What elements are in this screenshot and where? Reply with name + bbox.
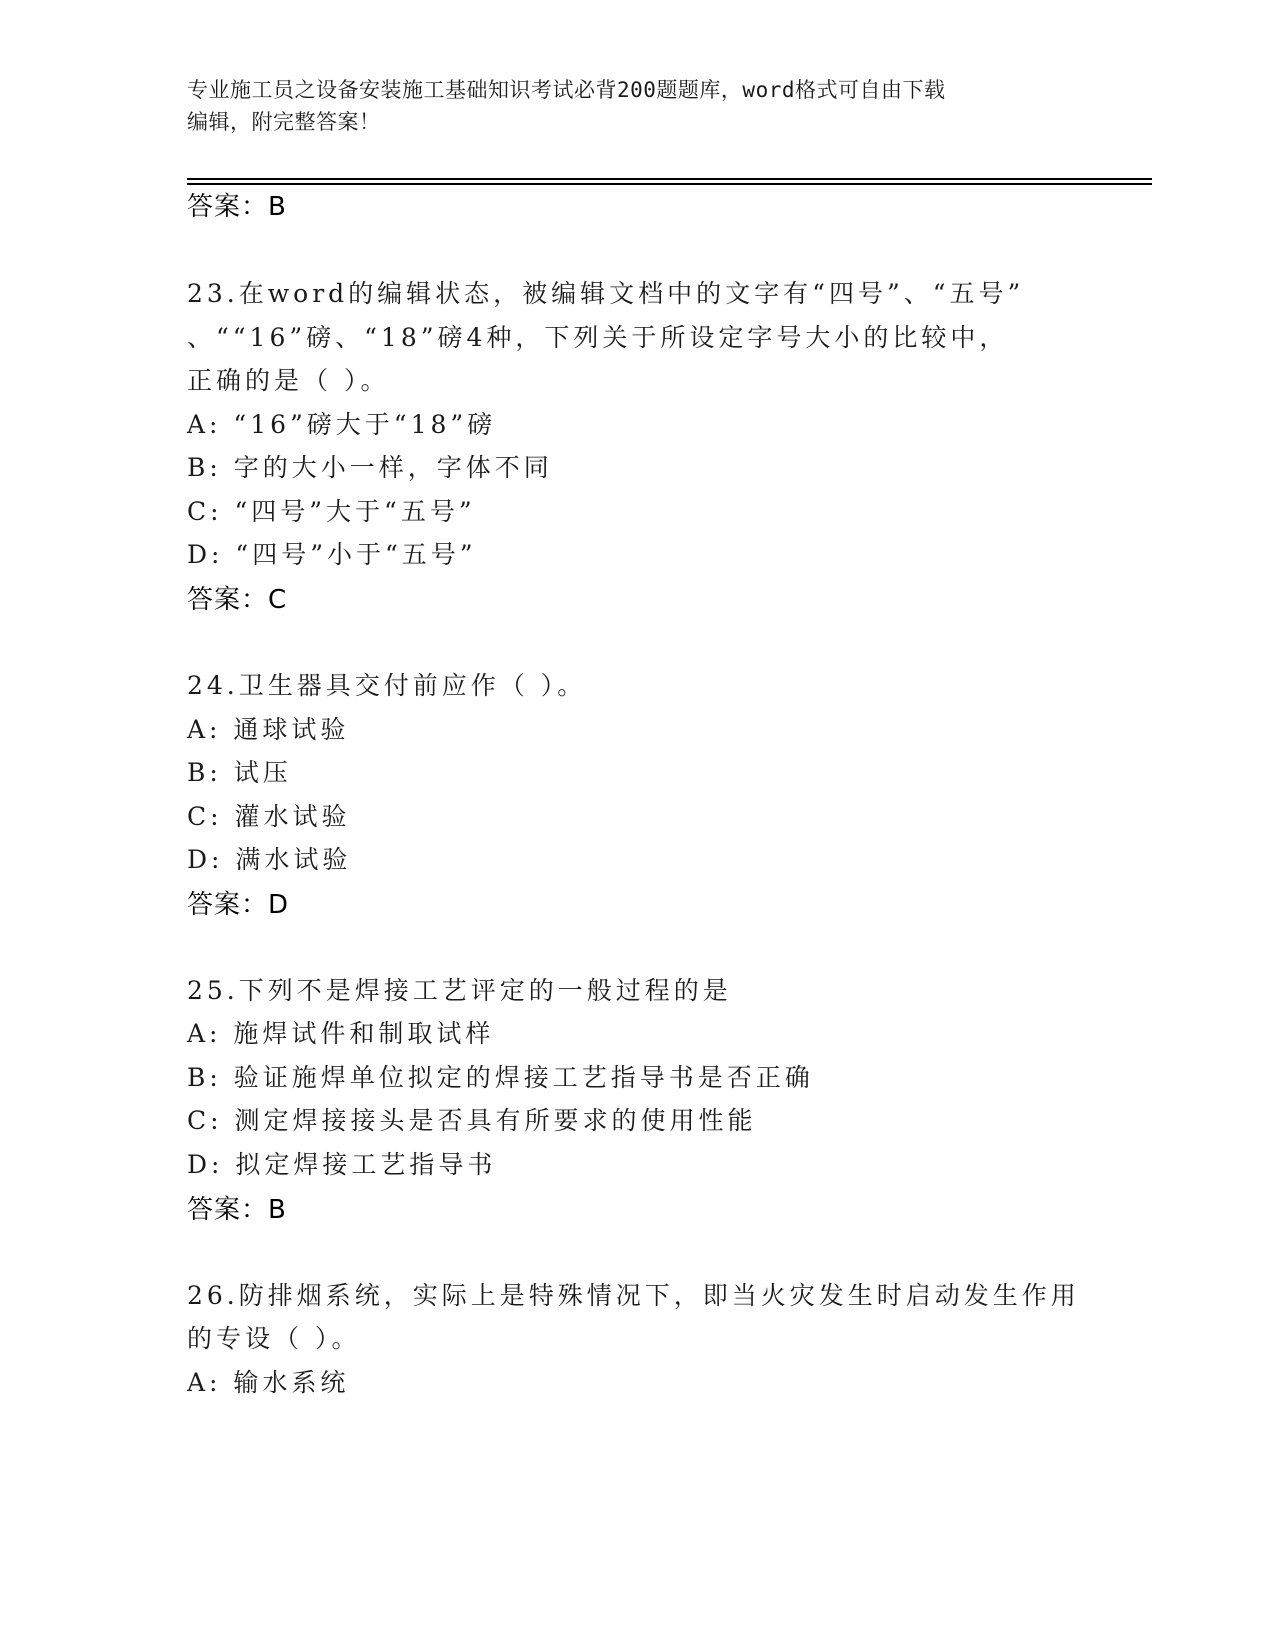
header-divider-bottom — [187, 183, 1152, 185]
answer-q25: 答案：B — [187, 1195, 287, 1225]
q25-option-c: C: 测定焊接接头是否具有所要求的使用性能 — [187, 1106, 757, 1135]
q24-option-b: B: 试压 — [187, 758, 292, 787]
q23-stem-line-1: 23.在word的编辑状态，被编辑文档中的文字有“四号”、“五号” — [187, 279, 1025, 308]
q23-option-b: B: 字的大小一样，字体不同 — [187, 453, 553, 482]
header-divider-top — [187, 178, 1152, 180]
answer-q22: 答案：B — [187, 192, 287, 222]
q26-option-a: A: 输水系统 — [187, 1368, 350, 1397]
q23-option-d: D: “四号”小于“五号” — [187, 540, 477, 569]
q23-stem-line-2: 、““16”磅、“18”磅4种，下列关于所设定字号大小的比较中， — [187, 323, 1009, 352]
q26-stem-line-1: 26.防排烟系统，实际上是特殊情况下，即当火灾发生时启动发生作用 — [187, 1281, 1080, 1310]
q24-option-c: C: 灌水试验 — [187, 802, 351, 831]
header-title-line-2: 编辑，附完整答案！ — [187, 110, 381, 134]
q25-option-a: A: 施焊试件和制取试样 — [187, 1019, 495, 1048]
header-title-line-1: 专业施工员之设备安装施工基础知识考试必背200题题库，word格式可自由下载 — [187, 78, 946, 102]
q24-option-a: A: 通球试验 — [187, 715, 350, 744]
answer-q24: 答案：D — [187, 890, 290, 920]
document-header — [187, 74, 1087, 138]
q25-stem: 25.下列不是焊接工艺评定的一般过程的是 — [187, 976, 732, 1005]
q23-stem-line-3: 正确的是（ ）。 — [187, 366, 390, 395]
q25-option-b: B: 验证施焊单位拟定的焊接工艺指导书是否正确 — [187, 1063, 814, 1092]
q24-option-d: D: 满水试验 — [187, 845, 352, 874]
q23-option-a: A: “16”磅大于“18”磅 — [187, 410, 497, 439]
q25-option-d: D: 拟定焊接工艺指导书 — [187, 1150, 497, 1179]
q23-option-c: C: “四号”大于“五号” — [187, 497, 476, 526]
answer-q23: 答案：C — [187, 585, 288, 615]
q26-stem-line-2: 的专设（ ）。 — [187, 1324, 361, 1353]
q24-stem: 24.卫生器具交付前应作（ ）。 — [187, 671, 587, 700]
